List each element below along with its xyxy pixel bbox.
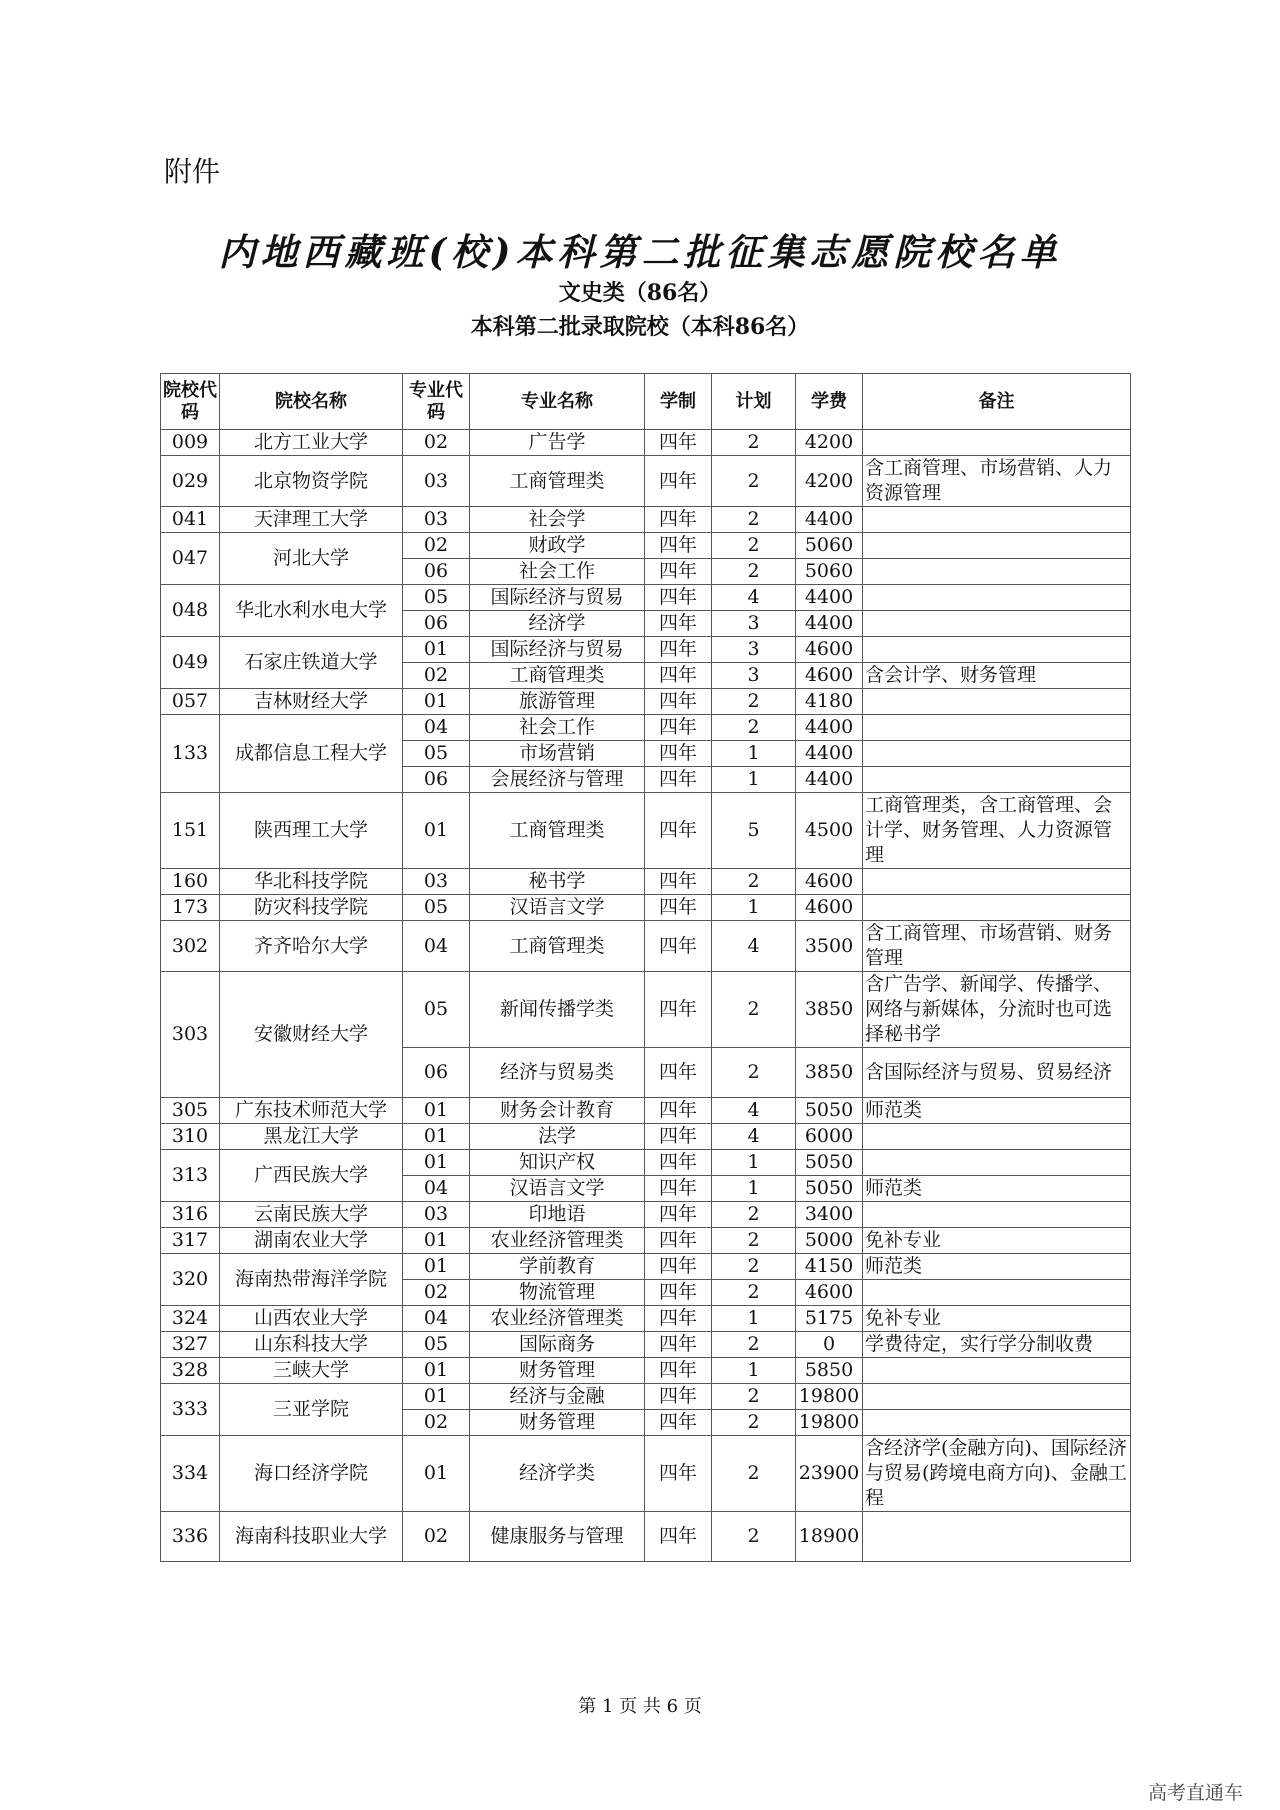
note-cell: 含国际经济与贸易、贸易经济 (863, 1048, 1131, 1098)
major-code-cell: 03 (403, 869, 470, 895)
plan-cell: 4 (712, 1098, 796, 1124)
major-name-cell: 经济学 (470, 611, 645, 637)
length-cell: 四年 (645, 1254, 712, 1280)
major-code-cell: 06 (403, 559, 470, 585)
major-name-cell: 财务会计教育 (470, 1098, 645, 1124)
plan-cell: 2 (712, 972, 796, 1048)
plan-cell: 4 (712, 1124, 796, 1150)
fee-cell: 3850 (796, 972, 863, 1048)
fee-cell: 4180 (796, 689, 863, 715)
major-code-cell: 05 (403, 585, 470, 611)
watermark: 高考直通车 (1148, 1782, 1244, 1804)
school-name-cell: 华北科技学院 (220, 869, 403, 895)
fee-cell: 4150 (796, 1254, 863, 1280)
plan-cell: 3 (712, 663, 796, 689)
school-code-cell: 316 (161, 1202, 220, 1228)
fee-cell: 3400 (796, 1202, 863, 1228)
school-name-cell: 湖南农业大学 (220, 1228, 403, 1254)
length-cell: 四年 (645, 1512, 712, 1562)
fee-cell: 5850 (796, 1358, 863, 1384)
major-code-cell: 06 (403, 611, 470, 637)
attachment-label: 附件 (164, 155, 221, 188)
major-code-cell: 05 (403, 972, 470, 1048)
plan-cell: 2 (712, 1410, 796, 1436)
note-cell: 含会计学、财务管理 (863, 663, 1131, 689)
table-row (161, 921, 1131, 972)
school-name-cell: 山东科技大学 (220, 1332, 403, 1358)
table-row (161, 1358, 1131, 1384)
school-name-cell: 海南热带海洋学院 (220, 1254, 403, 1306)
school-name-cell: 防灾科技学院 (220, 895, 403, 921)
major-code-cell: 02 (403, 1280, 470, 1306)
length-cell: 四年 (645, 972, 712, 1048)
major-code-cell: 02 (403, 1512, 470, 1562)
school-name-cell: 天津理工大学 (220, 507, 403, 533)
major-name-cell: 财务管理 (470, 1410, 645, 1436)
school-name-cell: 吉林财经大学 (220, 689, 403, 715)
length-cell: 四年 (645, 1176, 712, 1202)
table-row (161, 972, 1131, 1048)
table-row (161, 1124, 1131, 1150)
school-name-cell: 安徽财经大学 (220, 972, 403, 1098)
major-code-cell: 02 (403, 430, 470, 456)
length-cell: 四年 (645, 1384, 712, 1410)
fee-cell: 4600 (796, 895, 863, 921)
length-cell: 四年 (645, 1048, 712, 1098)
fee-cell: 18900 (796, 1512, 863, 1562)
major-code-cell: 01 (403, 1358, 470, 1384)
table-row (161, 1228, 1131, 1254)
major-code-cell: 03 (403, 507, 470, 533)
fee-cell: 5050 (796, 1098, 863, 1124)
table-row (161, 1332, 1131, 1358)
note-cell (863, 895, 1131, 921)
plan-cell: 1 (712, 741, 796, 767)
plan-cell: 3 (712, 611, 796, 637)
table-row (161, 689, 1131, 715)
fee-cell: 5000 (796, 1228, 863, 1254)
length-cell: 四年 (645, 507, 712, 533)
length-cell: 四年 (645, 1332, 712, 1358)
plan-cell: 2 (712, 456, 796, 507)
note-cell (863, 559, 1131, 585)
major-name-cell: 物流管理 (470, 1280, 645, 1306)
note-cell: 师范类 (863, 1254, 1131, 1280)
school-name-cell: 山西农业大学 (220, 1306, 403, 1332)
fee-cell: 4400 (796, 741, 863, 767)
major-name-cell: 广告学 (470, 430, 645, 456)
major-name-cell: 经济与贸易类 (470, 1048, 645, 1098)
table-row (161, 715, 1131, 741)
length-cell: 四年 (645, 637, 712, 663)
table-row (161, 430, 1131, 456)
plan-cell: 2 (712, 507, 796, 533)
plan-cell: 2 (712, 689, 796, 715)
school-name-cell: 三峡大学 (220, 1358, 403, 1384)
length-cell: 四年 (645, 1410, 712, 1436)
fee-cell: 19800 (796, 1410, 863, 1436)
fee-cell: 4600 (796, 869, 863, 895)
fee-cell: 5060 (796, 533, 863, 559)
major-name-cell: 工商管理类 (470, 793, 645, 869)
header-note: 备注 (863, 374, 1131, 430)
length-cell: 四年 (645, 1306, 712, 1332)
plan-cell: 1 (712, 1150, 796, 1176)
plan-cell: 2 (712, 533, 796, 559)
major-name-cell: 农业经济管理类 (470, 1306, 645, 1332)
school-code-cell: 328 (161, 1358, 220, 1384)
note-cell (863, 1512, 1131, 1562)
major-name-cell: 社会学 (470, 507, 645, 533)
note-cell: 含工商管理、市场营销、人力资源管理 (863, 456, 1131, 507)
note-cell: 师范类 (863, 1098, 1131, 1124)
length-cell: 四年 (645, 585, 712, 611)
major-name-cell: 国际经济与贸易 (470, 585, 645, 611)
length-cell: 四年 (645, 1358, 712, 1384)
note-cell (863, 1150, 1131, 1176)
major-code-cell: 04 (403, 1176, 470, 1202)
plan-cell: 1 (712, 1176, 796, 1202)
note-cell (863, 430, 1131, 456)
length-cell: 四年 (645, 1098, 712, 1124)
major-name-cell: 法学 (470, 1124, 645, 1150)
major-name-cell: 经济与金融 (470, 1384, 645, 1410)
school-name-cell: 三亚学院 (220, 1384, 403, 1436)
note-cell (863, 507, 1131, 533)
document-title: 内地西藏班(校)本科第二批征集志愿院校名单 (218, 230, 1062, 274)
major-name-cell: 知识产权 (470, 1150, 645, 1176)
school-code-cell: 334 (161, 1436, 220, 1512)
plan-cell: 2 (712, 1228, 796, 1254)
note-cell: 免补专业 (863, 1306, 1131, 1332)
major-code-cell: 01 (403, 1228, 470, 1254)
table-row (161, 793, 1131, 869)
school-code-cell: 327 (161, 1332, 220, 1358)
major-code-cell: 01 (403, 1384, 470, 1410)
major-code-cell: 05 (403, 1332, 470, 1358)
school-code-cell: 009 (161, 430, 220, 456)
major-code-cell: 01 (403, 1150, 470, 1176)
school-code-cell: 041 (161, 507, 220, 533)
fee-cell: 4200 (796, 430, 863, 456)
header-major-name: 专业名称 (470, 374, 645, 430)
fee-cell: 3850 (796, 1048, 863, 1098)
length-cell: 四年 (645, 1124, 712, 1150)
school-name-cell: 广东技术师范大学 (220, 1098, 403, 1124)
length-cell: 四年 (645, 1228, 712, 1254)
table-row (161, 456, 1131, 507)
fee-cell: 5060 (796, 559, 863, 585)
major-code-cell: 01 (403, 637, 470, 663)
length-cell: 四年 (645, 1202, 712, 1228)
major-code-cell: 04 (403, 1306, 470, 1332)
plan-cell: 2 (712, 559, 796, 585)
length-cell: 四年 (645, 456, 712, 507)
page-footer: 第 1 页 共 6 页 (578, 1696, 702, 1717)
table-row (161, 869, 1131, 895)
note-cell (863, 1280, 1131, 1306)
fee-cell: 4400 (796, 767, 863, 793)
note-cell (863, 767, 1131, 793)
school-code-cell: 305 (161, 1098, 220, 1124)
major-code-cell: 05 (403, 895, 470, 921)
table-body (161, 430, 1131, 1562)
fee-cell: 4500 (796, 793, 863, 869)
school-name-cell: 华北水利水电大学 (220, 585, 403, 637)
major-code-cell: 06 (403, 1048, 470, 1098)
fee-cell: 4400 (796, 715, 863, 741)
major-name-cell: 汉语言文学 (470, 1176, 645, 1202)
major-code-cell: 02 (403, 1410, 470, 1436)
note-cell: 师范类 (863, 1176, 1131, 1202)
major-code-cell: 02 (403, 663, 470, 689)
school-code-cell: 302 (161, 921, 220, 972)
school-name-cell: 陕西理工大学 (220, 793, 403, 869)
header-school-code: 院校代码 (161, 374, 220, 430)
major-code-cell: 02 (403, 533, 470, 559)
subtitle-batch: 本科第二批录取院校（本科86名） (470, 314, 810, 340)
note-cell (863, 1358, 1131, 1384)
major-name-cell: 会展经济与管理 (470, 767, 645, 793)
school-name-cell: 海南科技职业大学 (220, 1512, 403, 1562)
table-row (161, 1436, 1131, 1512)
school-code-cell: 336 (161, 1512, 220, 1562)
plan-cell: 2 (712, 1202, 796, 1228)
table-row (161, 1098, 1131, 1124)
length-cell: 四年 (645, 715, 712, 741)
major-code-cell: 06 (403, 767, 470, 793)
plan-cell: 2 (712, 430, 796, 456)
fee-cell: 4200 (796, 456, 863, 507)
school-name-cell: 云南民族大学 (220, 1202, 403, 1228)
school-code-cell: 057 (161, 689, 220, 715)
plan-cell: 1 (712, 1358, 796, 1384)
major-name-cell: 农业经济管理类 (470, 1228, 645, 1254)
school-code-cell: 029 (161, 456, 220, 507)
plan-cell: 3 (712, 637, 796, 663)
fee-cell: 3500 (796, 921, 863, 972)
length-cell: 四年 (645, 559, 712, 585)
fee-cell: 4600 (796, 663, 863, 689)
length-cell: 四年 (645, 869, 712, 895)
plan-cell: 2 (712, 1332, 796, 1358)
school-code-cell: 303 (161, 972, 220, 1098)
school-name-cell: 石家庄铁道大学 (220, 637, 403, 689)
note-cell: 工商管理类，含工商管理、会计学、财务管理、人力资源管理 (863, 793, 1131, 869)
length-cell: 四年 (645, 1436, 712, 1512)
plan-cell: 1 (712, 895, 796, 921)
note-cell (863, 637, 1131, 663)
table-row (161, 1384, 1131, 1410)
school-name-cell: 成都信息工程大学 (220, 715, 403, 793)
table-row (161, 585, 1131, 611)
subtitle-category: 文史类（86名） (558, 280, 722, 306)
major-name-cell: 汉语言文学 (470, 895, 645, 921)
major-code-cell: 01 (403, 793, 470, 869)
length-cell: 四年 (645, 741, 712, 767)
note-cell: 免补专业 (863, 1228, 1131, 1254)
note-cell (863, 1384, 1131, 1410)
school-name-cell: 广西民族大学 (220, 1150, 403, 1202)
school-code-cell: 317 (161, 1228, 220, 1254)
note-cell (863, 869, 1131, 895)
major-name-cell: 印地语 (470, 1202, 645, 1228)
fee-cell: 19800 (796, 1384, 863, 1410)
school-code-cell: 333 (161, 1384, 220, 1436)
school-code-cell: 173 (161, 895, 220, 921)
major-code-cell: 01 (403, 1436, 470, 1512)
school-name-cell: 齐齐哈尔大学 (220, 921, 403, 972)
table-row (161, 533, 1131, 559)
major-name-cell: 旅游管理 (470, 689, 645, 715)
major-name-cell: 工商管理类 (470, 921, 645, 972)
fee-cell: 5050 (796, 1176, 863, 1202)
school-code-cell: 320 (161, 1254, 220, 1306)
length-cell: 四年 (645, 663, 712, 689)
plan-cell: 5 (712, 793, 796, 869)
major-name-cell: 市场营销 (470, 741, 645, 767)
plan-cell: 2 (712, 869, 796, 895)
fee-cell: 5050 (796, 1150, 863, 1176)
length-cell: 四年 (645, 767, 712, 793)
major-name-cell: 学前教育 (470, 1254, 645, 1280)
major-code-cell: 01 (403, 1124, 470, 1150)
plan-cell: 2 (712, 1436, 796, 1512)
table-row (161, 1202, 1131, 1228)
fee-cell: 23900 (796, 1436, 863, 1512)
plan-cell: 4 (712, 921, 796, 972)
major-name-cell: 财政学 (470, 533, 645, 559)
school-code-cell: 160 (161, 869, 220, 895)
note-cell (863, 689, 1131, 715)
fee-cell: 4600 (796, 637, 863, 663)
length-cell: 四年 (645, 793, 712, 869)
major-code-cell: 01 (403, 1098, 470, 1124)
major-code-cell: 01 (403, 1254, 470, 1280)
table-row (161, 637, 1131, 663)
major-name-cell: 经济学类 (470, 1436, 645, 1512)
plan-cell: 2 (712, 1512, 796, 1562)
header-fee: 学费 (796, 374, 863, 430)
length-cell: 四年 (645, 895, 712, 921)
note-cell (863, 715, 1131, 741)
plan-cell: 2 (712, 715, 796, 741)
fee-cell: 4400 (796, 611, 863, 637)
header-school-name: 院校名称 (220, 374, 403, 430)
length-cell: 四年 (645, 430, 712, 456)
note-cell (863, 611, 1131, 637)
plan-cell: 2 (712, 1254, 796, 1280)
major-name-cell: 秘书学 (470, 869, 645, 895)
school-code-cell: 048 (161, 585, 220, 637)
fee-cell: 4600 (796, 1280, 863, 1306)
school-code-cell: 049 (161, 637, 220, 689)
major-code-cell: 04 (403, 715, 470, 741)
school-code-cell: 313 (161, 1150, 220, 1202)
note-cell: 学费待定，实行学分制收费 (863, 1332, 1131, 1358)
major-name-cell: 工商管理类 (470, 456, 645, 507)
plan-cell: 2 (712, 1048, 796, 1098)
school-name-cell: 黑龙江大学 (220, 1124, 403, 1150)
major-name-cell: 健康服务与管理 (470, 1512, 645, 1562)
school-name-cell: 北方工业大学 (220, 430, 403, 456)
note-cell (863, 1124, 1131, 1150)
major-code-cell: 05 (403, 741, 470, 767)
length-cell: 四年 (645, 611, 712, 637)
school-code-cell: 324 (161, 1306, 220, 1332)
school-code-cell: 310 (161, 1124, 220, 1150)
major-name-cell: 国际商务 (470, 1332, 645, 1358)
fee-cell: 4400 (796, 585, 863, 611)
length-cell: 四年 (645, 1150, 712, 1176)
major-name-cell: 国际经济与贸易 (470, 637, 645, 663)
length-cell: 四年 (645, 1280, 712, 1306)
note-cell (863, 1410, 1131, 1436)
header-major-code: 专业代码 (403, 374, 470, 430)
note-cell (863, 585, 1131, 611)
plan-cell: 1 (712, 767, 796, 793)
table-row (161, 507, 1131, 533)
admission-table (160, 373, 1131, 1562)
school-code-cell: 151 (161, 793, 220, 869)
table-row (161, 1150, 1131, 1176)
major-code-cell: 03 (403, 1202, 470, 1228)
note-cell (863, 1202, 1131, 1228)
header-length: 学制 (645, 374, 712, 430)
school-code-cell: 047 (161, 533, 220, 585)
major-code-cell: 03 (403, 456, 470, 507)
major-name-cell: 工商管理类 (470, 663, 645, 689)
table-row (161, 1254, 1131, 1280)
header-plan: 计划 (712, 374, 796, 430)
note-cell (863, 741, 1131, 767)
length-cell: 四年 (645, 533, 712, 559)
plan-cell: 1 (712, 1306, 796, 1332)
fee-cell: 4400 (796, 507, 863, 533)
length-cell: 四年 (645, 921, 712, 972)
table-row (161, 1306, 1131, 1332)
table-row (161, 895, 1131, 921)
plan-cell: 2 (712, 1384, 796, 1410)
major-code-cell: 04 (403, 921, 470, 972)
table-row (161, 1512, 1131, 1562)
plan-cell: 2 (712, 1280, 796, 1306)
note-cell: 含工商管理、市场营销、财务管理 (863, 921, 1131, 972)
note-cell: 含广告学、新闻学、传播学、网络与新媒体，分流时也可选择秘书学 (863, 972, 1131, 1048)
major-code-cell: 01 (403, 689, 470, 715)
fee-cell: 6000 (796, 1124, 863, 1150)
fee-cell: 5175 (796, 1306, 863, 1332)
major-name-cell: 社会工作 (470, 715, 645, 741)
plan-cell: 4 (712, 585, 796, 611)
note-cell: 含经济学(金融方向)、国际经济与贸易(跨境电商方向)、金融工程 (863, 1436, 1131, 1512)
school-code-cell: 133 (161, 715, 220, 793)
length-cell: 四年 (645, 689, 712, 715)
school-name-cell: 北京物资学院 (220, 456, 403, 507)
note-cell (863, 533, 1131, 559)
major-name-cell: 社会工作 (470, 559, 645, 585)
major-name-cell: 新闻传播学类 (470, 972, 645, 1048)
school-name-cell: 河北大学 (220, 533, 403, 585)
fee-cell: 0 (796, 1332, 863, 1358)
major-name-cell: 财务管理 (470, 1358, 645, 1384)
table-header-row (161, 374, 1131, 430)
school-name-cell: 海口经济学院 (220, 1436, 403, 1512)
